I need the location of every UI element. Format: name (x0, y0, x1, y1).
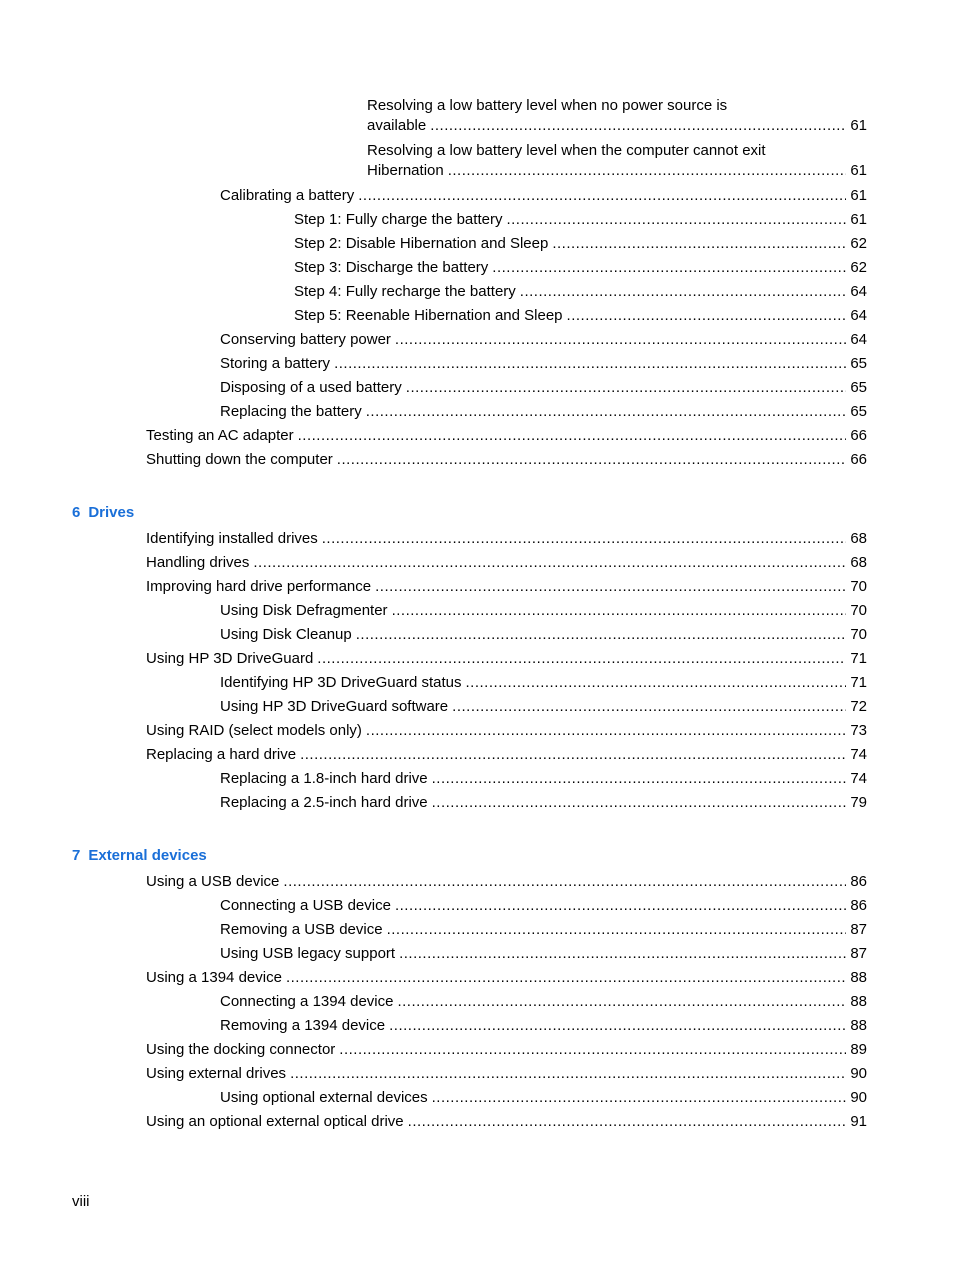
dot-leader (298, 426, 847, 446)
toc-page-number: 70 (850, 602, 867, 619)
toc-page-number: 86 (850, 873, 867, 890)
toc-entry[interactable] (220, 944, 867, 964)
toc-entry-label: Using a 1394 device (146, 969, 282, 986)
toc-entry-label: Using HP 3D DriveGuard (146, 650, 314, 667)
dot-leader (466, 673, 847, 693)
toc-entry-label: available (367, 117, 427, 134)
toc-page-number: 66 (850, 427, 867, 444)
toc-entry-label: Using HP 3D DriveGuard software (220, 698, 449, 715)
toc-entry-label: Step 4: Fully recharge the battery (294, 283, 516, 300)
toc-entry[interactable] (146, 426, 867, 446)
toc-page-number: 89 (850, 1041, 867, 1058)
toc-page-number: 74 (850, 770, 867, 787)
toc-page-number: 87 (850, 921, 867, 938)
toc-entry[interactable] (146, 1064, 867, 1084)
toc-entry-label: Replacing a 2.5-inch hard drive (220, 794, 428, 811)
dot-leader (339, 1040, 846, 1060)
toc-entry-label: Step 2: Disable Hibernation and Sleep (294, 235, 549, 252)
toc-entry[interactable] (220, 330, 867, 350)
toc-entry[interactable] (220, 402, 867, 422)
toc-entry-label: Using the docking connector (146, 1041, 336, 1058)
toc-entry-label: Step 1: Fully charge the battery (294, 211, 503, 228)
toc-page-number: 61 (850, 162, 867, 179)
toc-page-number: 90 (850, 1065, 867, 1082)
toc-page-number: 64 (850, 283, 867, 300)
toc-entry-label: Storing a battery (220, 355, 331, 372)
toc-entry[interactable] (220, 601, 867, 621)
toc-entry-label: Using optional external devices (220, 1089, 428, 1106)
dot-leader (395, 330, 846, 350)
toc-entry[interactable] (146, 553, 867, 573)
toc-entry-label: Improving hard drive performance (146, 578, 372, 595)
toc-entry[interactable] (146, 745, 867, 765)
toc-entry-first-line: Resolving a low battery level when the computer cannot exit (367, 142, 766, 159)
toc-entry[interactable] (220, 354, 867, 374)
dot-leader (375, 577, 846, 597)
dot-leader (253, 553, 846, 573)
dot-leader (358, 186, 846, 206)
dot-leader (317, 649, 846, 669)
toc-entry-label: Using USB legacy support (220, 945, 396, 962)
toc-entry[interactable] (220, 625, 867, 645)
toc-entry-label: Using a USB device (146, 873, 280, 890)
toc-page-number: 62 (850, 235, 867, 252)
toc-page-number: 71 (850, 674, 867, 691)
toc-entry[interactable] (220, 186, 867, 206)
toc-entry[interactable] (220, 378, 867, 398)
toc-page-number: 65 (850, 355, 867, 372)
dot-leader (406, 378, 847, 398)
dot-leader (567, 306, 847, 326)
chapter-number: 6 (72, 504, 81, 521)
chapter-number: 7 (72, 847, 81, 864)
dot-leader (392, 601, 847, 621)
dot-leader (520, 282, 847, 302)
toc-entry[interactable] (146, 872, 867, 892)
toc-page-number: 64 (850, 307, 867, 324)
dot-leader (389, 1016, 846, 1036)
toc-entry[interactable] (146, 1112, 867, 1132)
toc-entry-label: Connecting a 1394 device (220, 993, 394, 1010)
toc-entry[interactable] (146, 721, 867, 741)
toc-entry[interactable] (146, 1040, 867, 1060)
toc-page-number: 71 (850, 650, 867, 667)
toc-entry[interactable] (146, 450, 867, 470)
toc-entry[interactable] (220, 769, 867, 789)
toc-entry[interactable] (146, 649, 867, 669)
footer-page-number: viii (72, 1193, 90, 1210)
toc-entry[interactable] (294, 258, 867, 278)
chapter-heading[interactable] (72, 503, 134, 523)
toc-page-number: 91 (850, 1113, 867, 1130)
toc-entry-label: Calibrating a battery (220, 187, 355, 204)
dot-leader (337, 450, 847, 470)
toc-entry-label: Step 5: Reenable Hibernation and Sleep (294, 307, 563, 324)
toc-entry[interactable] (220, 920, 867, 940)
toc-entry-label: Removing a USB device (220, 921, 383, 938)
toc-entry-label: Using external drives (146, 1065, 287, 1082)
toc-entry[interactable] (146, 529, 867, 549)
toc-entry[interactable] (146, 577, 867, 597)
toc-entry-label: Using Disk Cleanup (220, 626, 352, 643)
toc-entry[interactable] (367, 161, 867, 181)
toc-entry[interactable] (294, 282, 867, 302)
toc-page-number: 72 (850, 698, 867, 715)
dot-leader (290, 1064, 846, 1084)
toc-page-number: 61 (850, 187, 867, 204)
toc-entry-label: Shutting down the computer (146, 451, 333, 468)
chapter-title: Drives (88, 504, 135, 521)
toc-entry-label: Handling drives (146, 554, 250, 571)
toc-entry-label: Identifying installed drives (146, 530, 318, 547)
toc-page-number: 68 (850, 554, 867, 571)
toc-entry-label: Disposing of a used battery (220, 379, 402, 396)
dot-leader (448, 161, 847, 181)
dot-leader (506, 210, 846, 230)
toc-entry[interactable] (220, 1088, 867, 1108)
dot-leader (300, 745, 846, 765)
toc-page-number: 61 (850, 211, 867, 228)
toc-entry[interactable] (294, 306, 867, 326)
toc-entry[interactable] (220, 673, 867, 693)
dot-leader (283, 872, 846, 892)
toc-page-number: 70 (850, 578, 867, 595)
toc-page-number: 88 (850, 969, 867, 986)
dot-leader (397, 992, 846, 1012)
toc-entry[interactable] (294, 234, 867, 254)
dot-leader (432, 769, 847, 789)
toc-page-number: 64 (850, 331, 867, 348)
toc-page-number: 79 (850, 794, 867, 811)
dot-leader (430, 116, 846, 136)
toc-entry-label: Conserving battery power (220, 331, 391, 348)
toc-entry[interactable] (367, 116, 867, 136)
toc-page-number: 88 (850, 993, 867, 1010)
toc-page-number: 87 (850, 945, 867, 962)
toc-entry-label: Replacing the battery (220, 403, 362, 420)
toc-entry-label: Connecting a USB device (220, 897, 391, 914)
toc-entry[interactable] (220, 697, 867, 717)
toc-entry-label: Identifying HP 3D DriveGuard status (220, 674, 462, 691)
toc-entry[interactable] (220, 896, 867, 916)
dot-leader (432, 793, 847, 813)
toc-page-number: 70 (850, 626, 867, 643)
toc-entry-label: Hibernation (367, 162, 444, 179)
toc-entry[interactable] (220, 992, 867, 1012)
toc-page-number: 88 (850, 1017, 867, 1034)
chapter-heading[interactable] (72, 846, 207, 866)
dot-leader (334, 354, 846, 374)
toc-page-number: 61 (850, 117, 867, 134)
toc-page-number: 65 (850, 403, 867, 420)
dot-leader (552, 234, 846, 254)
toc-page-number: 74 (850, 746, 867, 763)
toc-entry[interactable] (220, 1016, 867, 1036)
dot-leader (366, 402, 847, 422)
toc-page-number: 73 (850, 722, 867, 739)
toc-entry-label: Using RAID (select models only) (146, 722, 362, 739)
toc-page-number: 66 (850, 451, 867, 468)
toc-entry-label: Step 3: Discharge the battery (294, 259, 489, 276)
dot-leader (286, 968, 846, 988)
toc-entry-label: Using Disk Defragmenter (220, 602, 388, 619)
dot-leader (432, 1088, 847, 1108)
toc-entry-first-line: Resolving a low battery level when no power source is (367, 97, 728, 114)
dot-leader (387, 920, 847, 940)
toc-entry[interactable] (146, 968, 867, 988)
toc-page-number: 68 (850, 530, 867, 547)
chapter-title: External devices (88, 847, 207, 864)
dot-leader (408, 1112, 847, 1132)
dot-leader (322, 529, 847, 549)
dot-leader (356, 625, 847, 645)
dot-leader (395, 896, 846, 916)
toc-page-number: 86 (850, 897, 867, 914)
toc-entry-label: Replacing a hard drive (146, 746, 297, 763)
dot-leader (452, 697, 846, 717)
toc-entry-label: Testing an AC adapter (146, 427, 294, 444)
toc-entry-label: Replacing a 1.8-inch hard drive (220, 770, 428, 787)
toc-page-number: 62 (850, 259, 867, 276)
toc-page-number: 65 (850, 379, 867, 396)
dot-leader (492, 258, 846, 278)
toc-entry[interactable] (294, 210, 867, 230)
toc-entry-label: Using an optional external optical drive (146, 1113, 404, 1130)
toc-entry-label: Removing a 1394 device (220, 1017, 386, 1034)
dot-leader (399, 944, 846, 964)
dot-leader (366, 721, 846, 741)
toc-entry[interactable] (220, 793, 867, 813)
toc-page-number: 90 (850, 1089, 867, 1106)
